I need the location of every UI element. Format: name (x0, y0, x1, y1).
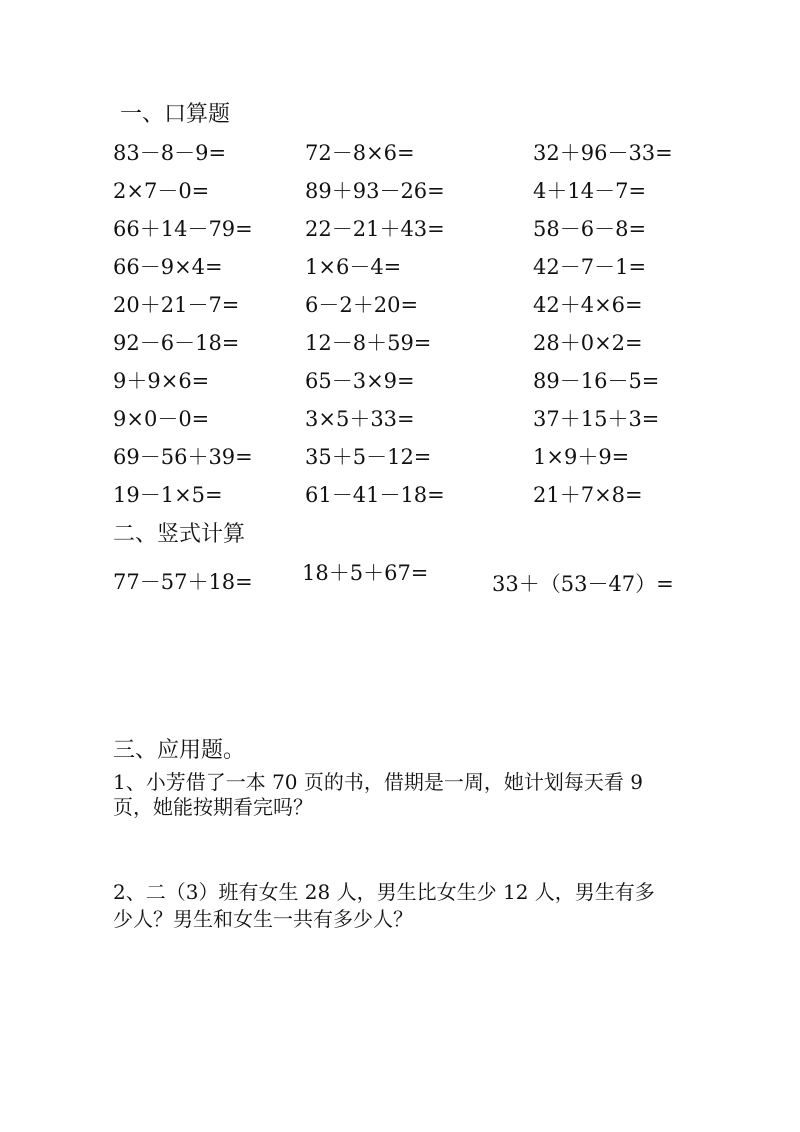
oral-calc-item: 89＋93－26= (305, 179, 445, 203)
oral-calc-item: 1×9＋9= (533, 445, 630, 469)
oral-calc-item: 21＋7×8= (533, 483, 643, 507)
oral-calc-item: 69－56＋39= (113, 445, 253, 469)
oral-calc-item: 4＋14－7= (533, 179, 647, 203)
oral-calc-item: 37＋15＋3= (533, 407, 660, 431)
word-problem-1-line1: 1、小芳借了一本 70 页的书，借期是一周，她计划每天看 9 (113, 770, 643, 794)
oral-calc-item: 28＋0×2= (533, 331, 643, 355)
oral-calc-item: 32＋96－33= (533, 141, 673, 165)
oral-calc-item: 42－7－1= (533, 255, 647, 279)
oral-calc-item: 1×6－4= (305, 255, 402, 279)
oral-calc-item: 20＋21－7= (113, 293, 240, 317)
oral-calc-item: 65－3×9= (305, 369, 415, 393)
oral-calc-item: 42＋4×6= (533, 293, 643, 317)
oral-calc-item: 3×5＋33= (305, 407, 415, 431)
vertical-calc-item: 33＋（53－47）= (492, 572, 674, 596)
oral-calc-item: 66－9×4= (113, 255, 223, 279)
vertical-calc-item: 18＋5＋67= (302, 561, 429, 585)
word-problem-2-line1: 2、二（3）班有女生 28 人，男生比女生少 12 人，男生有多 (113, 880, 655, 904)
oral-calc-item: 72－8×6= (305, 141, 415, 165)
oral-calc-item: 22－21＋43= (305, 217, 445, 241)
section2-title: 二、竖式计算 (113, 522, 246, 547)
oral-calc-item: 35＋5－12= (305, 445, 432, 469)
oral-calc-item: 2×7－0= (113, 179, 210, 203)
oral-calc-item: 19－1×5= (113, 483, 223, 507)
oral-calc-item: 12－8＋59= (305, 331, 432, 355)
section3-title: 三、应用题。 (113, 738, 246, 763)
word-problem-1-line2: 页，她能按期看完吗？ (113, 795, 313, 819)
oral-calc-item: 66＋14－79= (113, 217, 253, 241)
oral-calc-item: 6－2＋20= (305, 293, 419, 317)
oral-calc-item: 61－41－18= (305, 483, 445, 507)
section1-title: 一、口算题 (120, 102, 231, 127)
oral-calc-item: 58－6－8= (533, 217, 647, 241)
oral-calc-item: 92－6－18= (113, 331, 240, 355)
oral-calc-item: 83－8－9= (113, 141, 227, 165)
oral-calc-item: 9×0－0= (113, 407, 210, 431)
oral-calc-item: 9＋9×6= (113, 369, 210, 393)
oral-calc-item: 89－16－5= (533, 369, 660, 393)
vertical-calc-item: 77－57＋18= (113, 570, 253, 594)
word-problem-2-line2: 少人？男生和女生一共有多少人？ (113, 907, 413, 931)
